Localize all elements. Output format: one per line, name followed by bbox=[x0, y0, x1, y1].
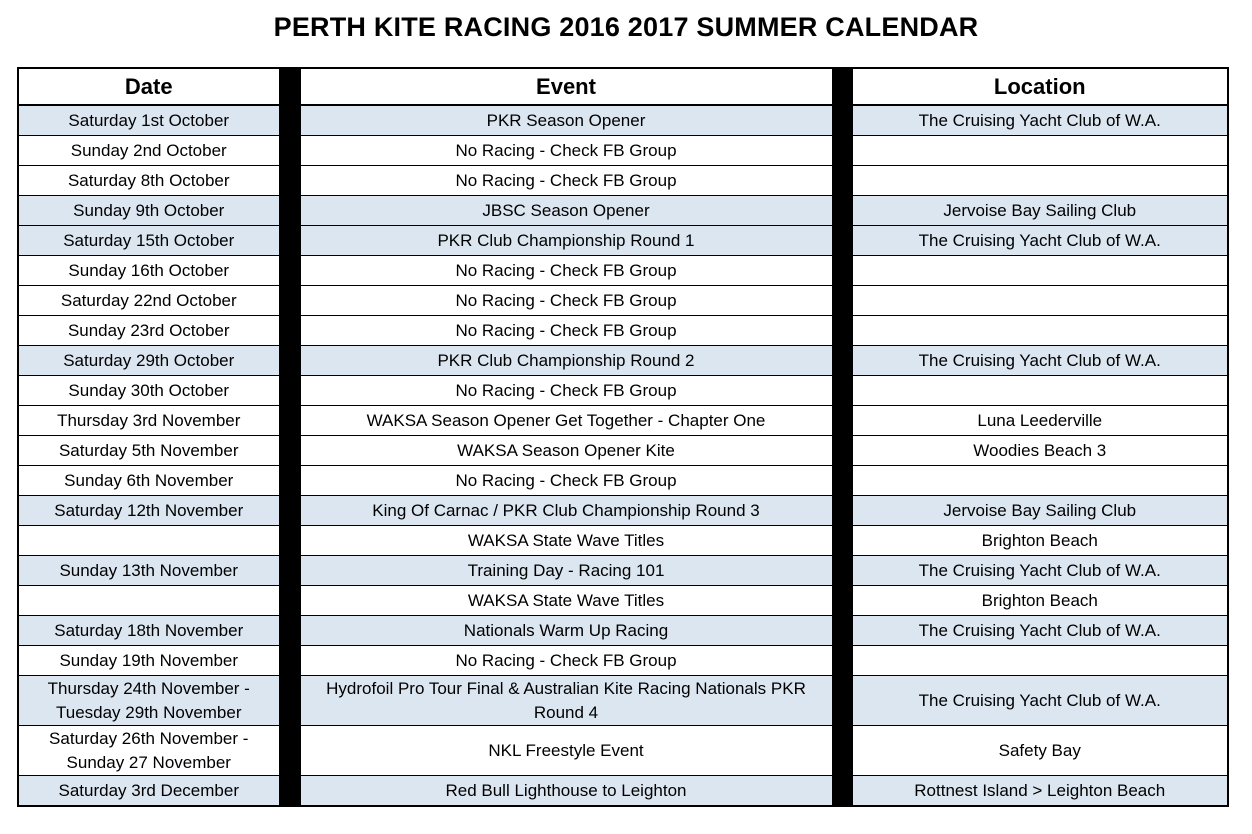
table-row bbox=[18, 256, 1228, 286]
location-cell: The Cruising Yacht Club of W.A. bbox=[852, 226, 1228, 256]
location-cell bbox=[852, 316, 1228, 346]
date-cell bbox=[18, 526, 279, 556]
date-cell: Saturday 22nd October bbox=[18, 286, 279, 316]
location-cell: Jervoise Bay Sailing Club bbox=[852, 496, 1228, 526]
event-cell: WAKSA Season Opener Get Together - Chapter One bbox=[300, 406, 832, 436]
event-cell: No Racing - Check FB Group bbox=[300, 646, 832, 676]
column-divider bbox=[279, 646, 300, 676]
column-divider bbox=[832, 196, 852, 226]
event-cell: No Racing - Check FB Group bbox=[300, 466, 832, 496]
date-cell: Saturday 18th November bbox=[18, 616, 279, 646]
date-cell: Sunday 19th November bbox=[18, 646, 279, 676]
table-row bbox=[18, 676, 1228, 726]
column-divider bbox=[279, 286, 300, 316]
date-cell: Sunday 23rd October bbox=[18, 316, 279, 346]
column-divider bbox=[279, 256, 300, 286]
location-cell: The Cruising Yacht Club of W.A. bbox=[852, 616, 1228, 646]
table-row bbox=[18, 136, 1228, 166]
column-divider bbox=[832, 676, 852, 726]
column-divider bbox=[832, 346, 852, 376]
event-cell: JBSC Season Opener bbox=[300, 196, 832, 226]
event-cell: No Racing - Check FB Group bbox=[300, 286, 832, 316]
column-divider bbox=[832, 586, 852, 616]
table-row bbox=[18, 466, 1228, 496]
event-cell: PKR Club Championship Round 1 bbox=[300, 226, 832, 256]
column-divider bbox=[832, 406, 852, 436]
column-divider bbox=[279, 436, 300, 466]
location-cell: Brighton Beach bbox=[852, 526, 1228, 556]
column-divider bbox=[832, 526, 852, 556]
location-cell: The Cruising Yacht Club of W.A. bbox=[852, 346, 1228, 376]
column-divider bbox=[832, 616, 852, 646]
table-row bbox=[18, 406, 1228, 436]
event-cell: PKR Club Championship Round 2 bbox=[300, 346, 832, 376]
location-cell bbox=[852, 376, 1228, 406]
date-cell: Sunday 16th October bbox=[18, 256, 279, 286]
date-cell: Saturday 8th October bbox=[18, 166, 279, 196]
table-row bbox=[18, 436, 1228, 466]
column-divider bbox=[832, 436, 852, 466]
column-divider bbox=[279, 676, 300, 726]
column-divider bbox=[279, 68, 300, 105]
location-cell bbox=[852, 286, 1228, 316]
column-divider bbox=[279, 226, 300, 256]
column-divider bbox=[279, 526, 300, 556]
location-cell: Woodies Beach 3 bbox=[852, 436, 1228, 466]
column-divider bbox=[279, 726, 300, 776]
date-cell: Sunday 6th November bbox=[18, 466, 279, 496]
event-cell: No Racing - Check FB Group bbox=[300, 316, 832, 346]
column-divider bbox=[279, 316, 300, 346]
location-column-header: Location bbox=[852, 68, 1228, 105]
event-cell: No Racing - Check FB Group bbox=[300, 166, 832, 196]
location-cell: Brighton Beach bbox=[852, 586, 1228, 616]
column-divider bbox=[279, 406, 300, 436]
location-cell bbox=[852, 646, 1228, 676]
date-cell: Saturday 5th November bbox=[18, 436, 279, 466]
date-cell: Sunday 2nd October bbox=[18, 136, 279, 166]
column-divider bbox=[832, 376, 852, 406]
date-cell bbox=[18, 586, 279, 616]
event-cell: NKL Freestyle Event bbox=[300, 726, 832, 776]
column-divider bbox=[832, 286, 852, 316]
column-divider bbox=[832, 556, 852, 586]
location-cell: Rottnest Island > Leighton Beach bbox=[852, 776, 1228, 807]
table-row bbox=[18, 586, 1228, 616]
event-cell: No Racing - Check FB Group bbox=[300, 376, 832, 406]
column-divider bbox=[279, 196, 300, 226]
table-row bbox=[18, 526, 1228, 556]
event-cell: WAKSA State Wave Titles bbox=[300, 526, 832, 556]
location-cell bbox=[852, 166, 1228, 196]
column-divider bbox=[279, 105, 300, 136]
table-row bbox=[18, 346, 1228, 376]
date-cell: Sunday 30th October bbox=[18, 376, 279, 406]
table-row bbox=[18, 556, 1228, 586]
table-row bbox=[18, 726, 1228, 776]
table-row bbox=[18, 376, 1228, 406]
event-cell: Red Bull Lighthouse to Leighton bbox=[300, 776, 832, 807]
column-divider bbox=[832, 726, 852, 776]
column-divider bbox=[279, 556, 300, 586]
date-cell: Saturday 12th November bbox=[18, 496, 279, 526]
date-cell: Saturday 1st October bbox=[18, 105, 279, 136]
date-cell: Saturday 3rd December bbox=[18, 776, 279, 807]
column-divider bbox=[832, 136, 852, 166]
column-divider bbox=[832, 466, 852, 496]
column-divider bbox=[279, 776, 300, 807]
date-cell: Sunday 9th October bbox=[18, 196, 279, 226]
table-row bbox=[18, 286, 1228, 316]
table-row bbox=[18, 616, 1228, 646]
column-divider bbox=[832, 316, 852, 346]
location-cell bbox=[852, 466, 1228, 496]
event-cell: No Racing - Check FB Group bbox=[300, 136, 832, 166]
event-cell: Nationals Warm Up Racing bbox=[300, 616, 832, 646]
column-divider bbox=[279, 466, 300, 496]
column-divider bbox=[279, 346, 300, 376]
table-row bbox=[18, 105, 1228, 136]
location-cell: The Cruising Yacht Club of W.A. bbox=[852, 556, 1228, 586]
page-title: PERTH KITE RACING 2016 2017 SUMMER CALENDAR bbox=[273, 12, 979, 42]
date-cell: Thursday 24th November - Tuesday 29th November bbox=[18, 676, 279, 726]
event-cell: King Of Carnac / PKR Club Championship Round 3 bbox=[300, 496, 832, 526]
column-divider bbox=[832, 166, 852, 196]
column-divider bbox=[832, 256, 852, 286]
column-divider bbox=[832, 496, 852, 526]
column-divider bbox=[279, 166, 300, 196]
column-divider bbox=[832, 776, 852, 807]
column-divider bbox=[832, 105, 852, 136]
date-column-header: Date bbox=[18, 68, 279, 105]
column-divider bbox=[832, 68, 852, 105]
calendar-table bbox=[17, 67, 1229, 807]
location-cell: The Cruising Yacht Club of W.A. bbox=[852, 105, 1228, 136]
table-row bbox=[18, 196, 1228, 226]
location-cell bbox=[852, 136, 1228, 166]
event-cell: Hydrofoil Pro Tour Final & Australian Kite Racing Nationals PKR Round 4 bbox=[300, 676, 832, 726]
column-divider bbox=[279, 586, 300, 616]
date-cell: Saturday 26th November - Sunday 27 November bbox=[18, 726, 279, 776]
event-cell: WAKSA Season Opener Kite bbox=[300, 436, 832, 466]
location-cell bbox=[852, 256, 1228, 286]
date-cell: Sunday 13th November bbox=[18, 556, 279, 586]
event-cell: No Racing - Check FB Group bbox=[300, 256, 832, 286]
column-divider bbox=[832, 226, 852, 256]
table-row bbox=[18, 496, 1228, 526]
column-divider bbox=[279, 376, 300, 406]
table-row bbox=[18, 646, 1228, 676]
table-row bbox=[18, 166, 1228, 196]
location-cell: Safety Bay bbox=[852, 726, 1228, 776]
table-row bbox=[18, 316, 1228, 346]
event-cell: Training Day - Racing 101 bbox=[300, 556, 832, 586]
date-cell: Saturday 15th October bbox=[18, 226, 279, 256]
table-row bbox=[18, 776, 1228, 807]
table-row bbox=[18, 226, 1228, 256]
column-divider bbox=[279, 136, 300, 166]
column-divider bbox=[279, 496, 300, 526]
date-cell: Thursday 3rd November bbox=[18, 406, 279, 436]
header-row bbox=[18, 68, 1228, 105]
event-column-header: Event bbox=[300, 68, 832, 105]
location-cell: Luna Leederville bbox=[852, 406, 1228, 436]
event-cell: WAKSA State Wave Titles bbox=[300, 586, 832, 616]
event-cell: PKR Season Opener bbox=[300, 105, 832, 136]
column-divider bbox=[832, 646, 852, 676]
date-cell: Saturday 29th October bbox=[18, 346, 279, 376]
column-divider bbox=[279, 616, 300, 646]
location-cell: The Cruising Yacht Club of W.A. bbox=[852, 676, 1228, 726]
location-cell: Jervoise Bay Sailing Club bbox=[852, 196, 1228, 226]
